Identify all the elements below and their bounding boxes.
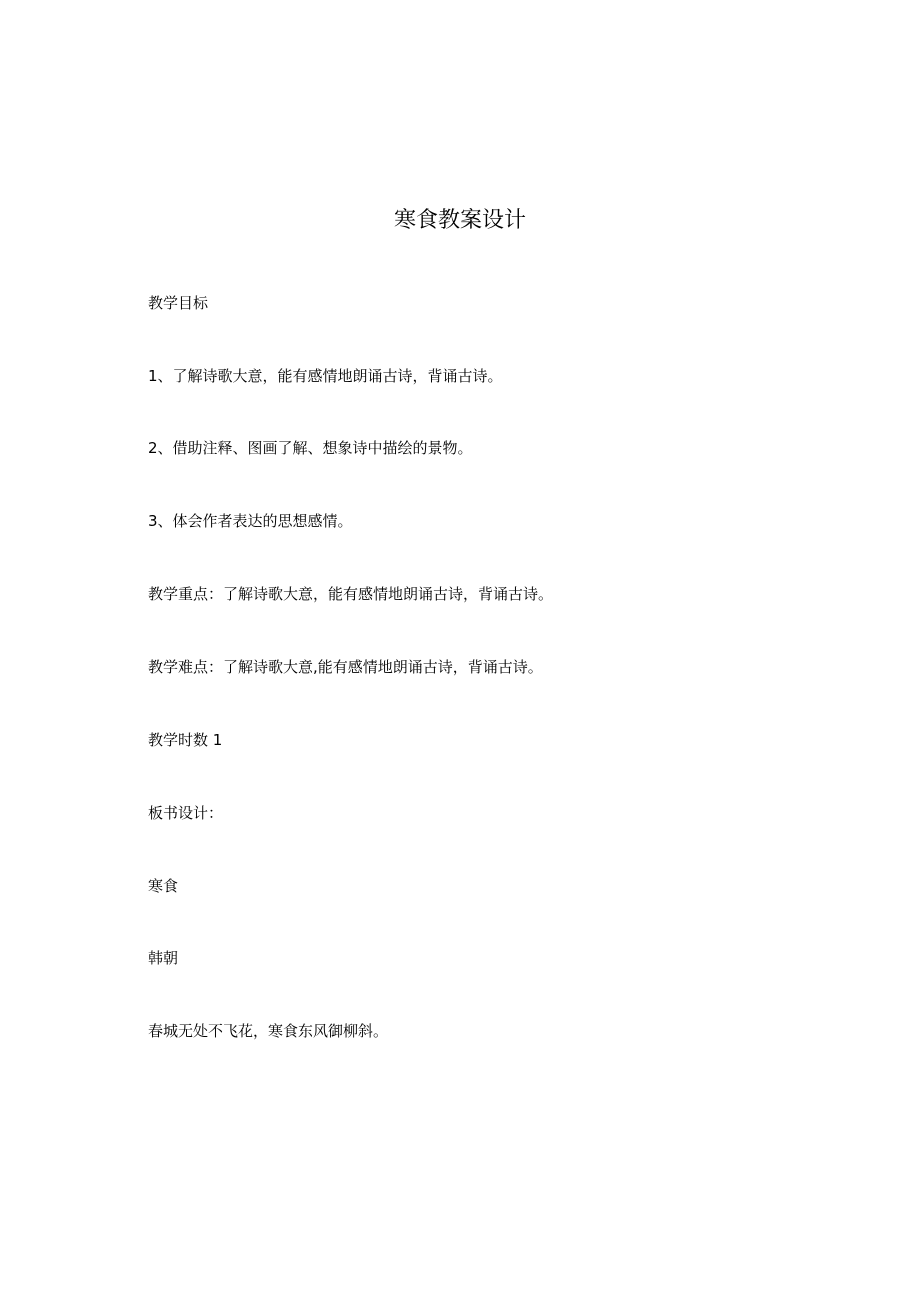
goal-item-3: 3、体会作者表达的思想感情。 (148, 512, 353, 530)
document-title: 寒食教案设计 (393, 208, 526, 233)
teaching-difficulty: 教学难点：了解诗歌大意,能有感情地朗诵古诗，背诵古诗。 (148, 658, 543, 676)
teaching-hours: 教学时数 1 (148, 731, 223, 749)
poem-author: 韩朝 (148, 949, 179, 967)
blackboard-design-heading: 板书设计： (148, 804, 224, 822)
goal-item-1: 1、了解诗歌大意，能有感情地朗诵古诗，背诵古诗。 (148, 367, 503, 385)
poem-title: 寒食 (148, 877, 179, 895)
teaching-key-point: 教学重点：了解诗歌大意，能有感情地朗诵古诗，背诵古诗。 (148, 585, 554, 603)
goal-item-2: 2、借助注释、图画了解、想象诗中描绘的景物。 (148, 439, 473, 457)
section-heading-teaching-goals: 教学目标 (148, 294, 209, 312)
poem-line-1: 春城无处不飞花，寒食东风御柳斜。 (148, 1022, 389, 1040)
